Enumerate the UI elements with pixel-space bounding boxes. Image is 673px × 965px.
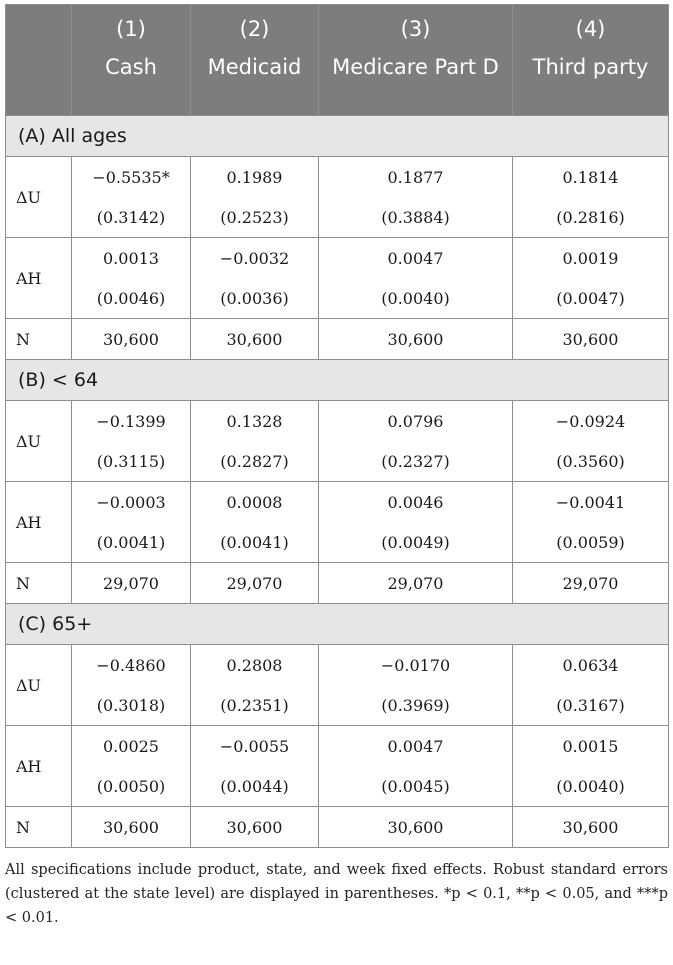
row-label-n: N <box>6 563 72 604</box>
header-col-4 <box>513 5 669 116</box>
table-row <box>6 685 669 726</box>
standard-error-cell: (0.0059) <box>513 522 669 563</box>
coefficient-cell: 0.1989 <box>191 157 319 198</box>
coefficient-cell: 0.0047 <box>319 726 513 767</box>
standard-error-cell: (0.0044) <box>191 766 319 807</box>
standard-error-cell: (0.2816) <box>513 197 669 238</box>
standard-error-cell: (0.0041) <box>191 522 319 563</box>
coefficient-cell: 0.0025 <box>72 726 191 767</box>
header-col-2 <box>191 5 319 116</box>
coefficient-cell: 0.0015 <box>513 726 669 767</box>
standard-error-cell: (0.3018) <box>72 685 191 726</box>
coefficient-cell: 0.1328 <box>191 401 319 442</box>
standard-error-cell: (0.0040) <box>319 278 513 319</box>
header-row <box>6 5 669 116</box>
table-body <box>6 116 669 848</box>
observations-cell: 30,600 <box>191 319 319 360</box>
coefficient-cell: −0.0003 <box>72 482 191 523</box>
coefficient-cell: 0.0008 <box>191 482 319 523</box>
coefficient-cell: −0.0041 <box>513 482 669 523</box>
standard-error-cell: (0.3142) <box>72 197 191 238</box>
coefficient-cell: 0.0046 <box>319 482 513 523</box>
observations-cell: 30,600 <box>513 807 669 848</box>
standard-error-cell: (0.3115) <box>72 441 191 482</box>
panel-title: (C) 65+ <box>6 604 669 645</box>
table-row <box>6 726 669 767</box>
observations-cell: 30,600 <box>72 807 191 848</box>
observations-cell: 29,070 <box>513 563 669 604</box>
observations-cell: 30,600 <box>191 807 319 848</box>
row-label-n: N <box>6 319 72 360</box>
table-row <box>6 278 669 319</box>
col-3-label: Medicare Part D <box>332 55 499 79</box>
coefficient-cell: 0.0634 <box>513 645 669 686</box>
table-row <box>6 238 669 279</box>
standard-error-cell: (0.0036) <box>191 278 319 319</box>
observations-cell: 29,070 <box>72 563 191 604</box>
coefficient-cell: 0.1814 <box>513 157 669 198</box>
table-row <box>6 807 669 848</box>
coefficient-cell: 0.1877 <box>319 157 513 198</box>
row-label-ah: AH <box>6 726 72 807</box>
col-4-label: Third party <box>532 55 649 79</box>
coefficient-cell: 0.2808 <box>191 645 319 686</box>
panel-header-row <box>6 604 669 645</box>
standard-error-cell: (0.2327) <box>319 441 513 482</box>
observations-cell: 29,070 <box>319 563 513 604</box>
header-corner-cell <box>6 5 72 116</box>
standard-error-cell: (0.0045) <box>319 766 513 807</box>
col-2-label: Medicaid <box>207 55 302 79</box>
table-row <box>6 401 669 442</box>
standard-error-cell: (0.3560) <box>513 441 669 482</box>
table-row <box>6 522 669 563</box>
panel-title: (A) All ages <box>6 116 669 157</box>
coefficient-cell: −0.0170 <box>319 645 513 686</box>
table-row <box>6 319 669 360</box>
coefficient-cell: 0.0047 <box>319 238 513 279</box>
standard-error-cell: (0.3969) <box>319 685 513 726</box>
standard-error-cell: (0.0041) <box>72 522 191 563</box>
table-footnote: All specifications include product, state, and week fixed effects. Robust standard errors (clustered at the state level) are displayed in parentheses. *p < 0.1, **p < 0.05, and ***p < 0.01. <box>5 862 668 926</box>
row-label-delta-u: ΔU <box>6 401 72 482</box>
regression-table-container <box>5 4 668 930</box>
coefficient-cell: 0.0796 <box>319 401 513 442</box>
standard-error-cell: (0.2523) <box>191 197 319 238</box>
table-row <box>6 197 669 238</box>
coefficient-cell: −0.0055 <box>191 726 319 767</box>
col-4-number: (4) <box>575 17 606 41</box>
standard-error-cell: (0.0047) <box>513 278 669 319</box>
table-row <box>6 563 669 604</box>
standard-error-cell: (0.3884) <box>319 197 513 238</box>
standard-error-cell: (0.0049) <box>319 522 513 563</box>
observations-cell: 30,600 <box>319 807 513 848</box>
row-label-ah: AH <box>6 482 72 563</box>
table-row <box>6 482 669 523</box>
col-1-number: (1) <box>116 17 146 41</box>
coefficient-cell: −0.4860 <box>72 645 191 686</box>
row-label-ah: AH <box>6 238 72 319</box>
standard-error-cell: (0.0046) <box>72 278 191 319</box>
row-label-delta-u: ΔU <box>6 157 72 238</box>
coefficient-cell: 0.0013 <box>72 238 191 279</box>
observations-cell: 30,600 <box>319 319 513 360</box>
table-row <box>6 441 669 482</box>
standard-error-cell: (0.2827) <box>191 441 319 482</box>
standard-error-cell: (0.0040) <box>513 766 669 807</box>
observations-cell: 29,070 <box>191 563 319 604</box>
col-2-number: (2) <box>239 17 270 41</box>
table-row <box>6 645 669 686</box>
row-label-n: N <box>6 807 72 848</box>
coefficient-cell: 0.0019 <box>513 238 669 279</box>
col-1-label: Cash <box>105 55 157 79</box>
header-col-3 <box>319 5 513 116</box>
standard-error-cell: (0.2351) <box>191 685 319 726</box>
observations-cell: 30,600 <box>72 319 191 360</box>
coefficient-cell: −0.0032 <box>191 238 319 279</box>
observations-cell: 30,600 <box>513 319 669 360</box>
panel-title: (B) < 64 <box>6 360 669 401</box>
col-3-number: (3) <box>400 17 431 41</box>
table-row <box>6 157 669 198</box>
header-col-1 <box>72 5 191 116</box>
coefficient-cell: −0.1399 <box>72 401 191 442</box>
regression-table <box>5 4 669 848</box>
table-row <box>6 766 669 807</box>
coefficient-cell: −0.0924 <box>513 401 669 442</box>
row-label-delta-u: ΔU <box>6 645 72 726</box>
standard-error-cell: (0.3167) <box>513 685 669 726</box>
coefficient-cell: −0.5535* <box>72 157 191 198</box>
standard-error-cell: (0.0050) <box>72 766 191 807</box>
panel-header-row <box>6 116 669 157</box>
panel-header-row <box>6 360 669 401</box>
